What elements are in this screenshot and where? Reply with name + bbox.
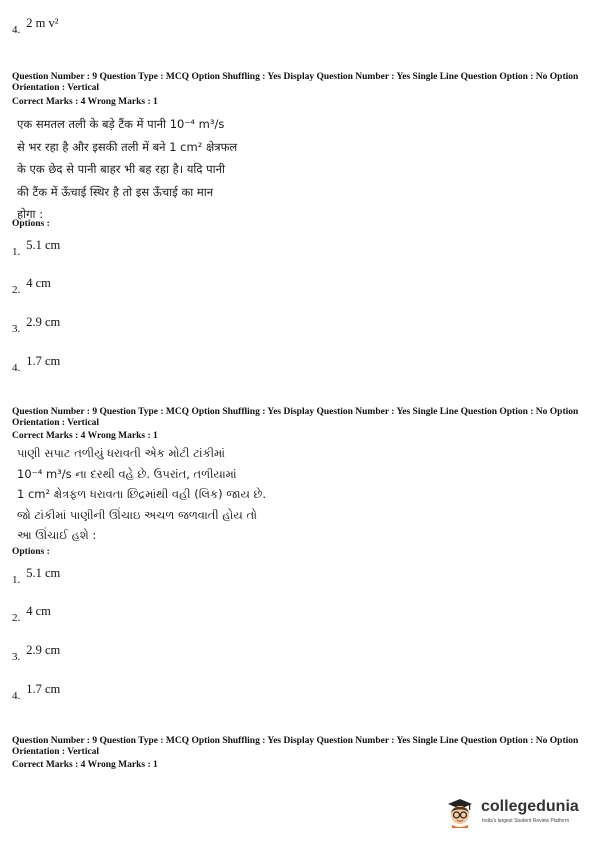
question-header: Question Number : 9 Question Type : MCQ Option Shuffling : Yes Display Question Number : Yes Single Line Question Option : No Option Orientation : Vertical [12,407,579,428]
option-item[interactable] [12,564,61,586]
question-line: एक समतल तली के बड़े टैंक में पानी 10⁻⁴ m³/s [17,117,225,131]
option-value: 4 cm [26,604,51,618]
option-item[interactable] [12,680,61,702]
marks-line: Correct Marks : 4 Wrong Marks : 1 [12,97,158,107]
option-value: 4 cm [26,276,51,290]
question-line: જો ટાંકીમાં પાણીની ઊંચાઇ અચળ જળવાતી હોય તો [17,507,257,522]
option-item[interactable] [12,352,61,374]
question-text [17,443,266,546]
option-item[interactable] [12,602,51,624]
marks-line: Correct Marks : 4 Wrong Marks : 1 [12,431,158,441]
option-value: 1.7 cm [26,682,61,696]
option-number: 1. [12,246,21,258]
question-line: होगा : [17,207,44,221]
question-line: से भर रहा है और इसकी तली में बने 1 cm² क्षेत्रफल [17,139,238,154]
option-number: 2. [12,284,21,296]
question-line: की टैंक में ऊँचाई स्थिर है तो इस ऊँचाई का मान [17,184,214,199]
option-item[interactable] [12,274,51,296]
mascot-icon [444,796,476,828]
option-number: 4. [12,362,21,374]
collegedunia-logo [444,796,588,830]
question-line: આ ઊંચાઈ હશે : [17,528,97,542]
option-value: 1.7 cm [26,354,61,368]
question-line: 1 cm² ક્ષેત્રફળ ધરાવતા છિદ્રમાંથી વહી (લિક) જાય છે. [17,487,267,501]
option-value: 2.9 cm [26,643,61,657]
option-number: 4. [12,690,21,702]
question-line: પાણી સપાટ તળીયું ધરાવતી એક મોટી ટાંકીમાં [17,446,225,460]
marks-line: Correct Marks : 4 Wrong Marks : 1 [12,760,158,770]
option-item[interactable] [12,313,61,335]
option-value: 5.1 cm [26,566,61,580]
prev-option [12,14,59,36]
option-value: 2 m v² [26,16,59,30]
option-item[interactable] [12,641,61,663]
question-header: Question Number : 9 Question Type : MCQ Option Shuffling : Yes Display Question Number : Yes Single Line Question Option : No Option Orientation : Vertical [12,736,579,757]
brand-name: collegedunia [481,798,579,815]
option-value: 2.9 cm [26,315,61,329]
options-label: Options : [12,219,50,229]
option-value: 5.1 cm [26,238,61,252]
option-number: 3. [12,651,21,663]
question-line: 10⁻⁴ m³/s ના દરથી વહે છે. ઉપરાંત, તળીયામાં [17,466,237,481]
question-line: के एक छेद से पानी बाहर भी बह रहा है। यदि पानी [17,162,226,176]
options-label: Options : [12,547,50,557]
option-number: 4. [12,24,21,36]
brand-tagline: India's largest Student Review Platform [482,818,570,824]
option-number: 2. [12,612,21,624]
question-text [17,113,237,226]
option-item[interactable] [12,236,61,258]
option-number: 3. [12,323,21,335]
question-header: Question Number : 9 Question Type : MCQ Option Shuffling : Yes Display Question Number : Yes Single Line Question Option : No Option Orientation : Vertical [12,72,579,93]
option-number: 1. [12,574,21,586]
